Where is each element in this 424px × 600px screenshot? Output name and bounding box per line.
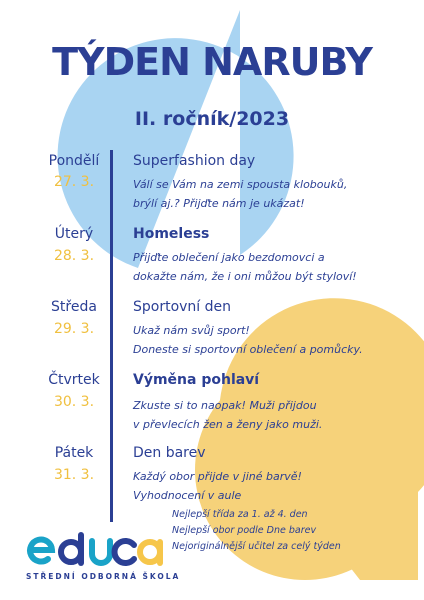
description-friday xyxy=(133,467,302,505)
description-monday xyxy=(133,175,347,213)
description-line: Zkuste si to naopak! Muži přijdou xyxy=(133,399,317,412)
description-line: Vyhodnocení v aule xyxy=(133,489,242,502)
event-monday: Superfashion day xyxy=(133,153,256,169)
description-line: Přijďte oblečení jako bezdomovci a xyxy=(133,251,325,264)
event-friday: Den barev xyxy=(133,445,206,461)
description-thursday xyxy=(133,396,322,434)
educa-logo xyxy=(26,530,166,568)
date-friday: 31. 3. xyxy=(53,467,95,483)
date-thursday: 30. 3. xyxy=(53,394,95,410)
description-line: Doneste si sportovní oblečení a pomůcky. xyxy=(133,343,363,356)
day-friday: Pátek xyxy=(54,445,94,461)
description-line: v převlecích žen a ženy jako muži. xyxy=(133,418,323,431)
award-item: Nejlepší třída za 1. až 4. den xyxy=(172,509,308,520)
event-wednesday: Sportovní den xyxy=(133,299,232,315)
award-list xyxy=(172,507,341,555)
award-item: Nejlepší obor podle Dne barev xyxy=(172,525,317,536)
description-line: dokažte nám, že i oni můžou být styloví! xyxy=(133,270,357,283)
description-line: Válí se Vám na zemi spousta klobouků, xyxy=(133,178,348,191)
date-monday: 27. 3. xyxy=(53,174,95,190)
event-tuesday: Homeless xyxy=(133,226,210,242)
day-tuesday: Úterý xyxy=(54,226,94,242)
timeline-divider xyxy=(110,150,113,522)
day-thursday: Čtvrtek xyxy=(48,372,100,388)
logo-tagline: STŘEDNÍ ODBORNÁ ŠKOLA xyxy=(26,572,181,581)
poster-title: TÝDEN NARUBY xyxy=(52,40,372,84)
award-item: Nejoriginálnější učitel za celý týden xyxy=(172,541,341,552)
description-line: Ukaž nám svůj sport! xyxy=(133,324,250,337)
event-thursday: Výměna pohlaví xyxy=(133,372,260,388)
date-wednesday: 29. 3. xyxy=(53,321,95,337)
date-tuesday: 28. 3. xyxy=(53,248,95,264)
day-wednesday: Středa xyxy=(51,299,97,315)
description-line: Každý obor přijde v jiné barvě! xyxy=(133,470,302,483)
description-wednesday xyxy=(133,321,363,359)
description-tuesday xyxy=(133,248,357,286)
description-line: brýlí aj.? Přijďte nám je ukázat! xyxy=(133,197,305,210)
poster-subtitle: II. ročník/2023 xyxy=(134,108,290,130)
day-monday: Pondělí xyxy=(48,153,100,169)
